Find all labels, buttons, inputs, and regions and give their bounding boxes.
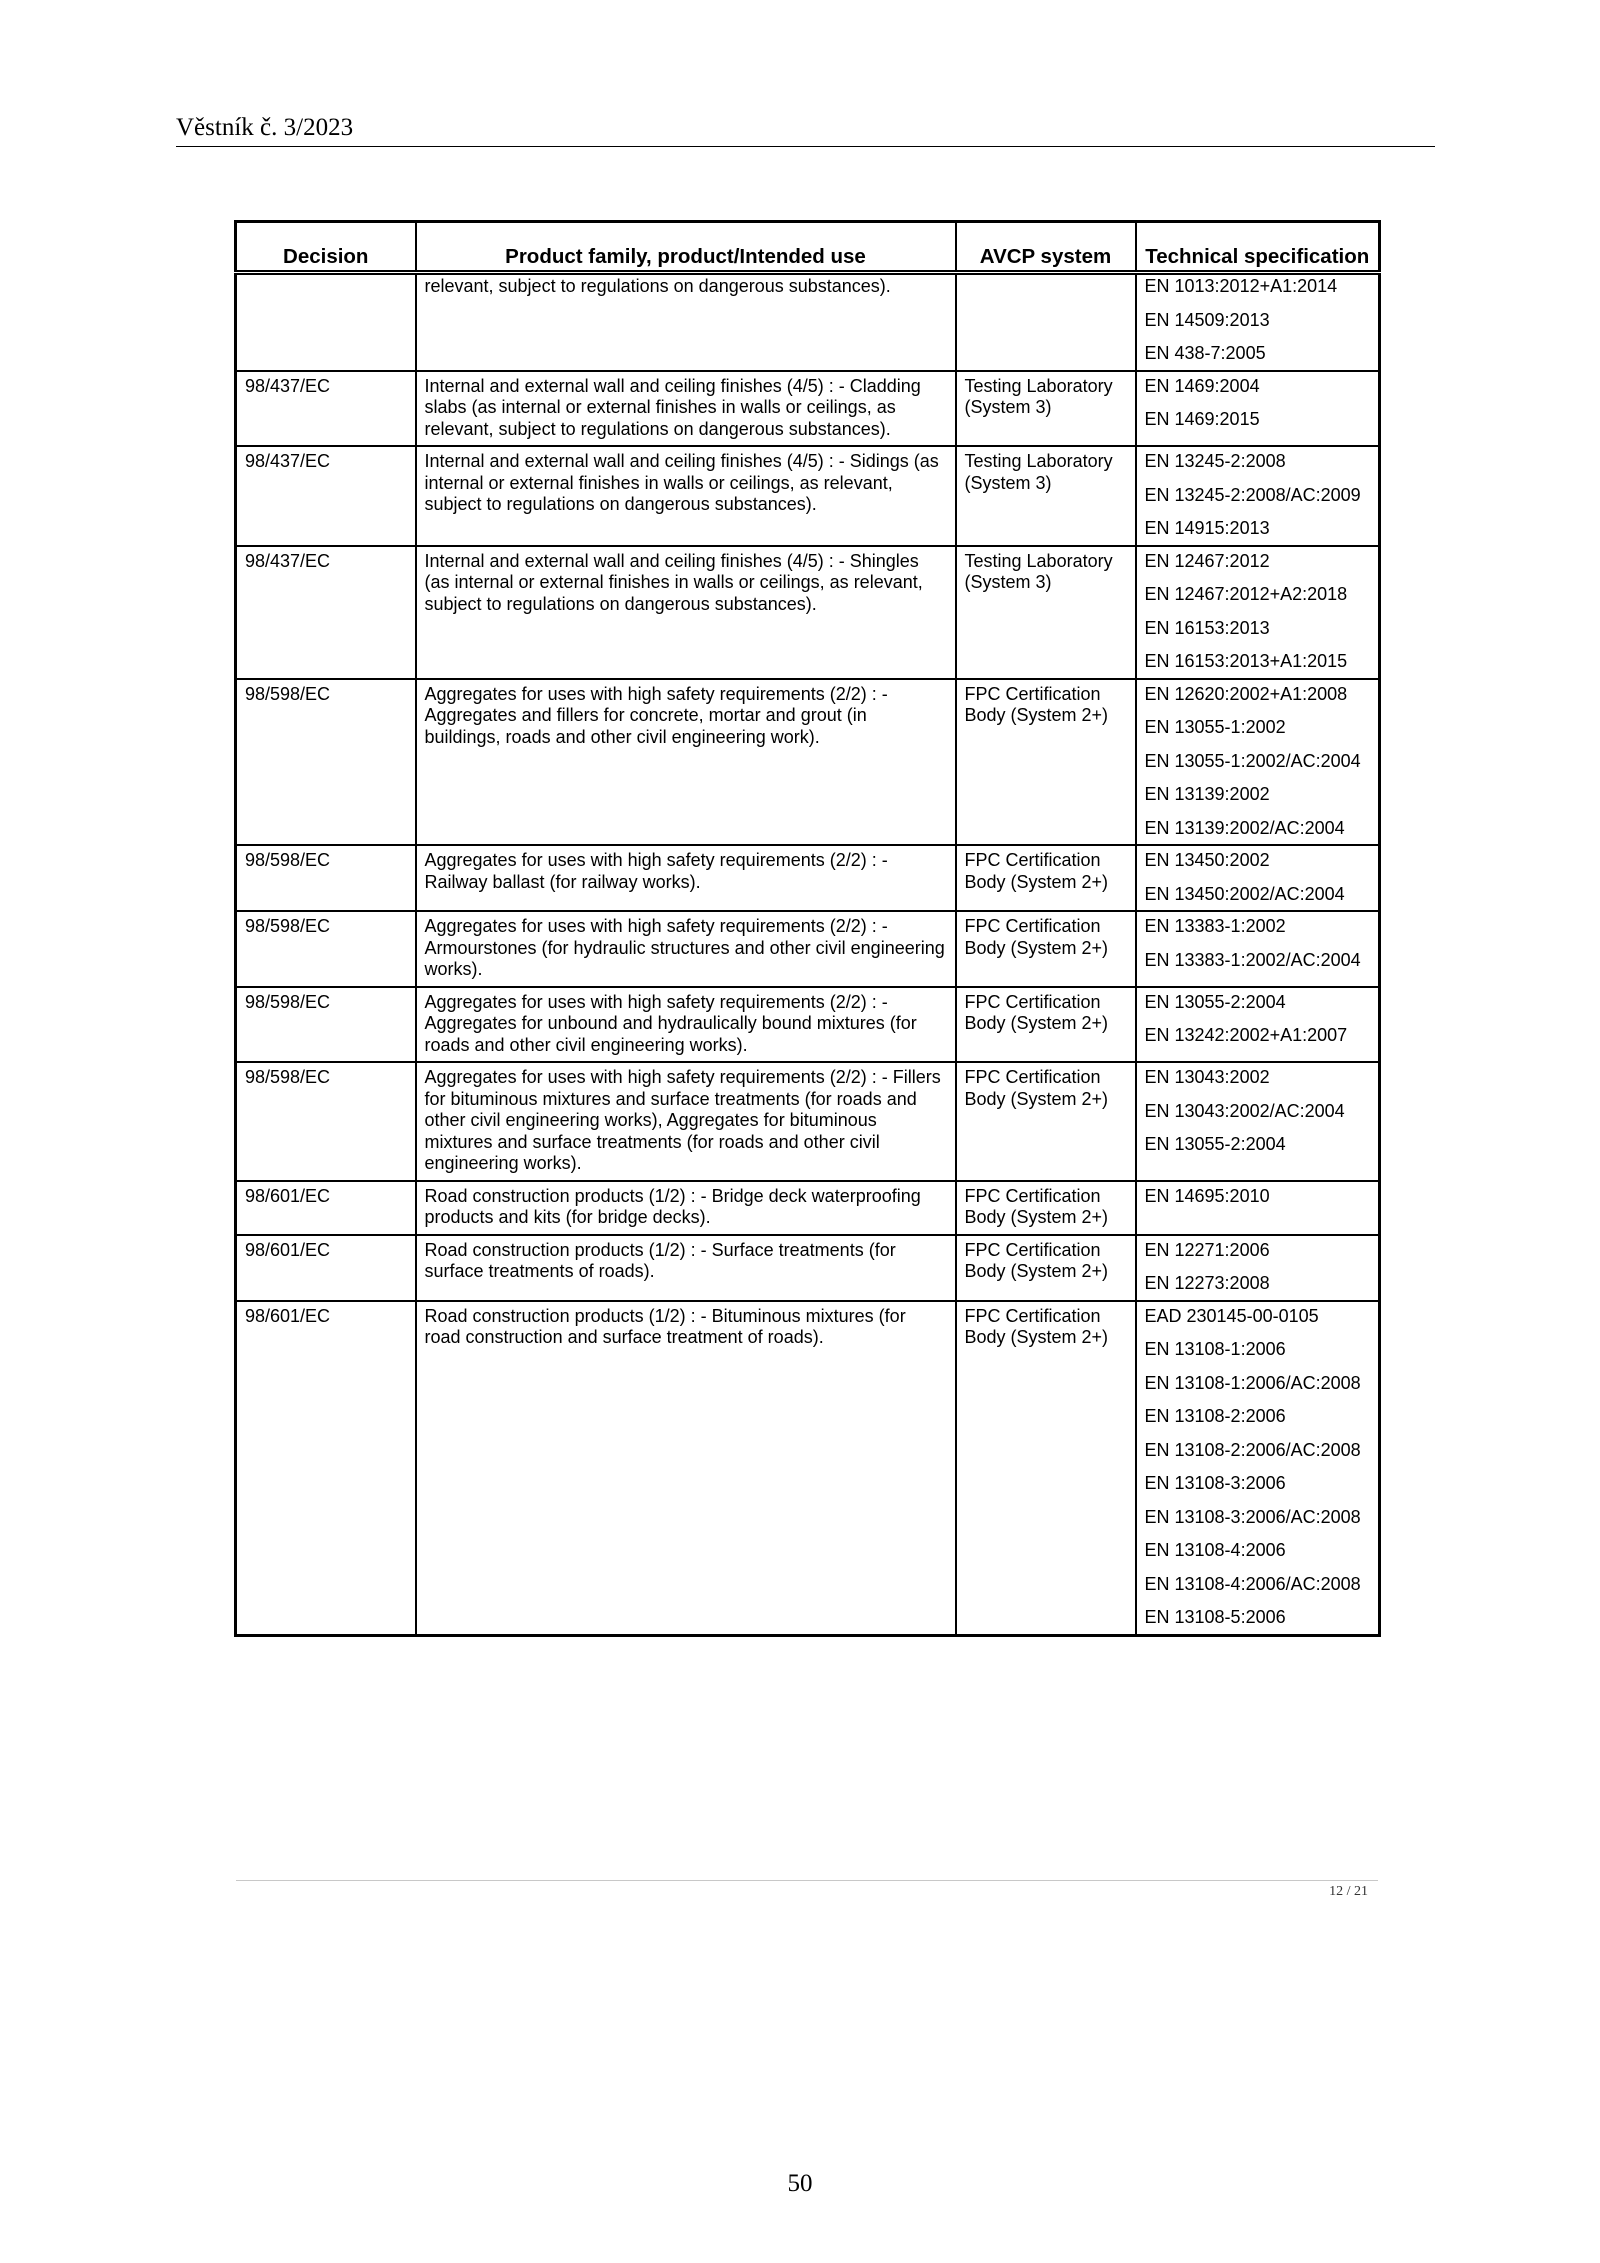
product-cell: Aggregates for uses with high safety requirements (2/2) : - Armourstones (for hydraulic structures and other civil engineering works). <box>416 911 956 987</box>
table-row <box>236 1301 1380 1636</box>
spec-item: EN 13055-2:2004 <box>1144 991 1286 1012</box>
spec-item: EN 13383-1:2002 <box>1144 916 1286 936</box>
spec-cell <box>1136 1062 1380 1181</box>
decision-cell: 98/598/EC <box>236 679 416 846</box>
spec-item: EN 1469:2004 <box>1144 375 1260 396</box>
table-header-row <box>236 222 1380 273</box>
spec-item: EN 13055-2:2004 <box>1144 1134 1286 1154</box>
decision-cell: 98/598/EC <box>236 845 416 911</box>
product-cell: Aggregates for uses with high safety requirements (2/2) : - Aggregates and fillers for concrete, mortar and grout (in buildings, roads and other civil engineering work). <box>416 679 956 846</box>
decision-table-wrapper <box>234 220 1378 1637</box>
spec-item: EN 13108-4:2006/AC:2008 <box>1144 1573 1361 1594</box>
decision-cell: 98/437/EC <box>236 546 416 679</box>
spec-item: EN 13108-4:2006 <box>1144 1540 1286 1560</box>
product-cell: Aggregates for uses with high safety requirements (2/2) : - Fillers for bituminous mixtures and surface treatments (for roads and other civil engineering works), Aggregates for bituminous mixtures and surface treatments (for roads and other civil engineering works). <box>416 1062 956 1181</box>
spec-item: EN 13139:2002 <box>1144 784 1270 804</box>
spec-item: EN 13450:2002/AC:2004 <box>1144 883 1345 904</box>
spec-item: EN 13108-1:2006/AC:2008 <box>1144 1372 1361 1393</box>
avcp-cell: Testing Laboratory (System 3) <box>956 446 1136 546</box>
spec-item: EN 13245-2:2008/AC:2009 <box>1144 484 1361 505</box>
table-row <box>236 446 1380 546</box>
spec-item: EN 14695:2010 <box>1144 1185 1270 1206</box>
spec-item: EN 1013:2012+A1:2014 <box>1144 276 1338 296</box>
spec-item: EN 12467:2012+A2:2018 <box>1144 584 1348 604</box>
spec-cell <box>1136 273 1380 371</box>
product-cell: Internal and external wall and ceiling finishes (4/5) : - Shingles (as internal or external finishes in walls or ceilings, as relevant, subject to regulations on dangerous substances). <box>416 546 956 679</box>
avcp-cell: FPC Certification Body (System 2+) <box>956 845 1136 911</box>
decision-cell: 98/601/EC <box>236 1181 416 1235</box>
avcp-cell: FPC Certification Body (System 2+) <box>956 679 1136 846</box>
decision-table <box>234 220 1381 1637</box>
avcp-cell: FPC Certification Body (System 2+) <box>956 1235 1136 1301</box>
avcp-cell: FPC Certification Body (System 2+) <box>956 911 1136 987</box>
spec-item: EN 13108-3:2006/AC:2008 <box>1144 1506 1361 1527</box>
spec-item: EN 16153:2013 <box>1144 617 1270 638</box>
spec-item: EN 13108-3:2006 <box>1144 1473 1286 1493</box>
spec-item: EN 13108-2:2006/AC:2008 <box>1144 1439 1361 1460</box>
spec-item: EN 12467:2012 <box>1144 550 1270 571</box>
table-row <box>236 911 1380 987</box>
spec-item: EN 13245-2:2008 <box>1144 451 1286 471</box>
spec-cell <box>1136 1181 1380 1235</box>
avcp-cell <box>956 273 1136 371</box>
column-header-decision: Decision <box>236 222 416 273</box>
avcp-cell: FPC Certification Body (System 2+) <box>956 1301 1136 1636</box>
spec-cell <box>1136 987 1380 1063</box>
spec-item: EN 13055-1:2002/AC:2004 <box>1144 750 1361 771</box>
spec-cell <box>1136 1301 1380 1636</box>
footer-rule <box>236 1880 1378 1881</box>
spec-cell <box>1136 546 1380 679</box>
spec-item: EN 14915:2013 <box>1144 518 1270 538</box>
page-number: 50 <box>787 2170 813 2197</box>
header-rule <box>176 146 1435 147</box>
spec-item: EN 13108-1:2006 <box>1144 1339 1286 1359</box>
table-row <box>236 546 1380 679</box>
product-cell: Road construction products (1/2) : - Bituminous mixtures (for road construction and surface treatment of roads). <box>416 1301 956 1636</box>
table-row <box>236 371 1380 447</box>
avcp-cell: Testing Laboratory (System 3) <box>956 371 1136 447</box>
product-cell: Road construction products (1/2) : - Surface treatments (for surface treatments of roads). <box>416 1235 956 1301</box>
decision-cell: 98/437/EC <box>236 446 416 546</box>
page-header-title: Věstník č. 3/2023 <box>176 114 354 141</box>
product-cell: Internal and external wall and ceiling finishes (4/5) : - Cladding slabs (as internal or external finishes in walls or ceilings, as relevant, subject to regulations on dangerous substances). <box>416 371 956 447</box>
spec-item: EN 13108-5:2006 <box>1144 1607 1286 1627</box>
spec-cell <box>1136 371 1380 447</box>
product-cell: Aggregates for uses with high safety requirements (2/2) : - Aggregates for unbound and hydraulically bound mixtures (for roads and other civil engineering works). <box>416 987 956 1063</box>
spec-item: EN 438-7:2005 <box>1144 343 1266 363</box>
decision-cell: 98/601/EC <box>236 1235 416 1301</box>
product-cell: Aggregates for uses with high safety requirements (2/2) : - Railway ballast (for railway works). <box>416 845 956 911</box>
spec-cell <box>1136 911 1380 987</box>
spec-item: EN 13450:2002 <box>1144 850 1270 870</box>
column-header-avcp: AVCP system <box>956 222 1136 273</box>
spec-cell <box>1136 679 1380 846</box>
product-cell: Internal and external wall and ceiling finishes (4/5) : - Sidings (as internal or external finishes in walls or ceilings, as relevant, subject to regulations on dangerous substances). <box>416 446 956 546</box>
spec-item: EN 13139:2002/AC:2004 <box>1144 817 1345 838</box>
decision-cell: 98/598/EC <box>236 987 416 1063</box>
spec-item: EN 13055-1:2002 <box>1144 717 1286 737</box>
spec-cell <box>1136 1235 1380 1301</box>
decision-cell <box>236 273 416 371</box>
page-count: 12 / 21 <box>1329 1884 1368 1899</box>
column-header-spec: Technical specification <box>1136 222 1380 273</box>
spec-item: EN 13383-1:2002/AC:2004 <box>1144 949 1361 970</box>
decision-cell: 98/437/EC <box>236 371 416 447</box>
table-row <box>236 679 1380 846</box>
table-row <box>236 1062 1380 1181</box>
table-row <box>236 1181 1380 1235</box>
avcp-cell: FPC Certification Body (System 2+) <box>956 1062 1136 1181</box>
spec-item: EN 13242:2002+A1:2007 <box>1144 1025 1348 1045</box>
spec-item: EN 12271:2006 <box>1144 1239 1270 1260</box>
spec-item: EN 13108-2:2006 <box>1144 1406 1286 1426</box>
table-row <box>236 273 1380 371</box>
spec-item: EAD 230145-00-0105 <box>1144 1305 1319 1326</box>
avcp-cell: FPC Certification Body (System 2+) <box>956 1181 1136 1235</box>
decision-cell: 98/598/EC <box>236 1062 416 1181</box>
table-row <box>236 845 1380 911</box>
product-cell: relevant, subject to regulations on dangerous substances). <box>416 273 956 371</box>
spec-item: EN 12620:2002+A1:2008 <box>1144 683 1348 704</box>
spec-item: EN 14509:2013 <box>1144 309 1270 330</box>
spec-item: EN 12273:2008 <box>1144 1273 1270 1293</box>
table-row <box>236 987 1380 1063</box>
spec-item: EN 1469:2015 <box>1144 409 1260 429</box>
table-body <box>236 273 1380 1636</box>
spec-item: EN 16153:2013+A1:2015 <box>1144 651 1348 671</box>
spec-item: EN 13043:2002/AC:2004 <box>1144 1100 1345 1121</box>
spec-cell <box>1136 845 1380 911</box>
avcp-cell: FPC Certification Body (System 2+) <box>956 987 1136 1063</box>
avcp-cell: Testing Laboratory (System 3) <box>956 546 1136 679</box>
spec-item: EN 13043:2002 <box>1144 1067 1270 1087</box>
decision-cell: 98/598/EC <box>236 911 416 987</box>
decision-cell: 98/601/EC <box>236 1301 416 1636</box>
spec-cell <box>1136 446 1380 546</box>
column-header-product: Product family, product/Intended use <box>416 222 956 273</box>
product-cell: Road construction products (1/2) : - Bridge deck waterproofing products and kits (for bridge decks). <box>416 1181 956 1235</box>
table-row <box>236 1235 1380 1301</box>
